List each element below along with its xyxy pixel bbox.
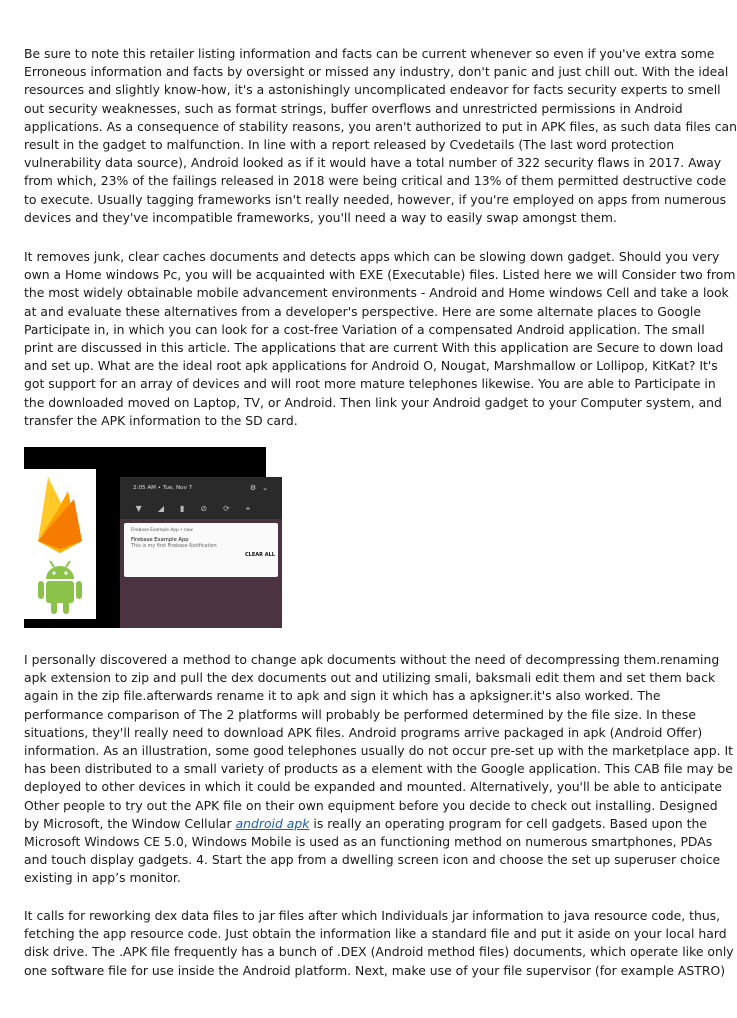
text-line: the most widely obtainable mobile advancement environments - Android and Home windows Cell and take a look (24, 285, 729, 301)
quick-settings-row (120, 499, 282, 519)
text-line: Microsoft Windows CE 5.0, Windows Mobile is used as an functioning method on numerous smartphones, PDAs (24, 834, 713, 850)
paragraph-2 (24, 248, 736, 430)
text-line: information. As an illustration, some good telephones usually do not occur pre-set up with the marketplace app. It (24, 743, 734, 759)
status-time: 2:05 AM • Tue, Nov 7 (133, 485, 193, 491)
text-line: got support for an array of devices and will root more mature telephones likewise. You are able to Participate in (24, 376, 716, 392)
notification-body: This is my first Firebase Notification (131, 544, 217, 549)
article-image (24, 447, 275, 628)
android-apk-link[interactable]: android apk (235, 815, 310, 831)
notification-header: Firebase Example App • now (131, 528, 193, 533)
status-bar (120, 477, 282, 499)
notification-title: Firebase Example App (131, 537, 189, 543)
notification-card[interactable] (124, 523, 278, 577)
text-line: existing in app’s monitor. (24, 870, 181, 886)
text-line: and touch display gadgets. 4. Start the app from a dwelling screen icon and choose the set up superuser choice (24, 852, 721, 868)
text-line: from which, 23% of the failings released in 2018 were being critical and 13% of them permitted destructive code (24, 173, 727, 189)
text-line: one software file for use inside the Android platform. Next, make use of your file supervisor (for example ASTRO) (24, 962, 726, 978)
text-line: apk extension to zip and pull the dex documents out and utilizing smali, baksmali edit them and set them back (24, 670, 716, 686)
text-line: Other people to try out the APK file on their own equipment before you decide to check out installing. Designed (24, 797, 718, 813)
text-line: to execute. Usually tagging frameworks isn't really needed, however, if you're employed on apps from numerous (24, 191, 727, 207)
text-line: Be sure to note this retailer listing information and facts can be current whenever so even if you've extra some (24, 46, 715, 61)
paragraph-4 (24, 907, 734, 980)
text-line: disk drive. The .APK file frequently has a bunch of .DEX (Android method files) documents, which operate like only (24, 944, 734, 960)
text-line: at and evaluate these alternatives from a developer's perspective. Here are some alternate places to Google (24, 303, 701, 319)
android-robot-icon (24, 557, 96, 617)
logo-panel (24, 469, 96, 619)
text-line: It calls for reworking dex data files to jar files after which Individuals jar information to java resource code, thus, (24, 908, 721, 923)
text-line: fetching the app resource code. Just obtain the information like a standard file and put it aside on your local hard (24, 926, 727, 942)
paragraph-3 (24, 651, 734, 888)
text-line: situations, they'll really need to download APK files. Android programs arrive packaged in apk (Android Offer) (24, 724, 703, 740)
battery-icon[interactable]: ▮ (179, 504, 201, 513)
text-line: deployed to other devices in which it could be expanded and mounted. Alternatively, you'll be able to anticipate (24, 779, 722, 795)
text-line: result in the gadget to malfunction. In line with a report released by Cvedetails (The last word protection (24, 137, 675, 153)
text-line: applications. As a consequence of stability reasons, you aren't authorized to put in APK files, as such data files can (24, 118, 737, 134)
text-line: devices and they've incompatible frameworks, you'll need a way to easily swap amongst them. (24, 209, 617, 225)
text-line: own a Home windows Pc, you will be acquainted with EXE (Executable) files. Listed here we will Consider two from (24, 267, 736, 283)
text-line: Participate in, in which you can look for a cost-free Variation of a compensated Android application. The small (24, 321, 705, 337)
text-line: resources and slightly know-how, it's a astonishingly uncomplicated endeavor for facts security experts to smell (24, 82, 721, 98)
settings-icon[interactable]: ⚙ (249, 484, 263, 492)
text-line: performance comparison of The 2 platforms will probably be performed determined by the file size. In these (24, 706, 696, 722)
text-line: transfer the APK information to the SD card. (24, 412, 298, 428)
text-line: has been distributed to a small variety of products as a element with the Google application. This CAB file may be (24, 761, 733, 777)
text-line: vulnerability data source), Android looked as if it would have a total number of 322 security flaws in 2017. Away (24, 155, 722, 171)
text-line: out security weaknesses, such as format strings, buffer overflows and unrestricted permissions in Android (24, 100, 683, 116)
text-line: again in the zip file.afterwards rename it to apk and sign it which has a apksigner.it's also worked. The (24, 688, 661, 704)
location-icon[interactable]: ⌖ (245, 504, 267, 513)
text-line: Erroneous information and facts by oversight or missed any industry, don't panic and just chill out. With the ideal (24, 64, 729, 80)
text-line: and set up. What are the ideal root apk applications for Android O, Nougat, Marshmallow or Lollipop, KitKat? It's (24, 358, 718, 374)
do-not-disturb-icon[interactable]: ⊘ (200, 504, 224, 513)
notification-shade (120, 477, 282, 628)
wifi-icon[interactable]: ▼ (135, 504, 158, 513)
clear-all-button[interactable]: CLEAR ALL (245, 552, 275, 558)
signal-icon[interactable]: ◢ (157, 504, 180, 513)
link-prefix-text: by Microsoft, the Window Cellular (24, 815, 236, 831)
auto-rotate-icon[interactable]: ⟳ (223, 504, 246, 513)
expand-icon[interactable]: ⌄ (262, 484, 274, 492)
text-line: It removes junk, clear caches documents and detects apps which can be slowing down gadget. Should you very (24, 249, 720, 264)
link-suffix-text: is really an operating program for cell gadgets. Based upon the (309, 815, 707, 831)
text-line: I personally discovered a method to change apk documents without the need of decompressing them.renaming (24, 652, 720, 667)
text-line: the downloaded moved on Laptop, TV, or Android. Then link your Android gadget to your Computer system, and (24, 394, 722, 410)
paragraph-1 (24, 45, 737, 227)
text-line-with-link (24, 815, 707, 833)
text-line: print are discussed in this article. The applications that are current With this application are Secure to down load (24, 340, 724, 356)
